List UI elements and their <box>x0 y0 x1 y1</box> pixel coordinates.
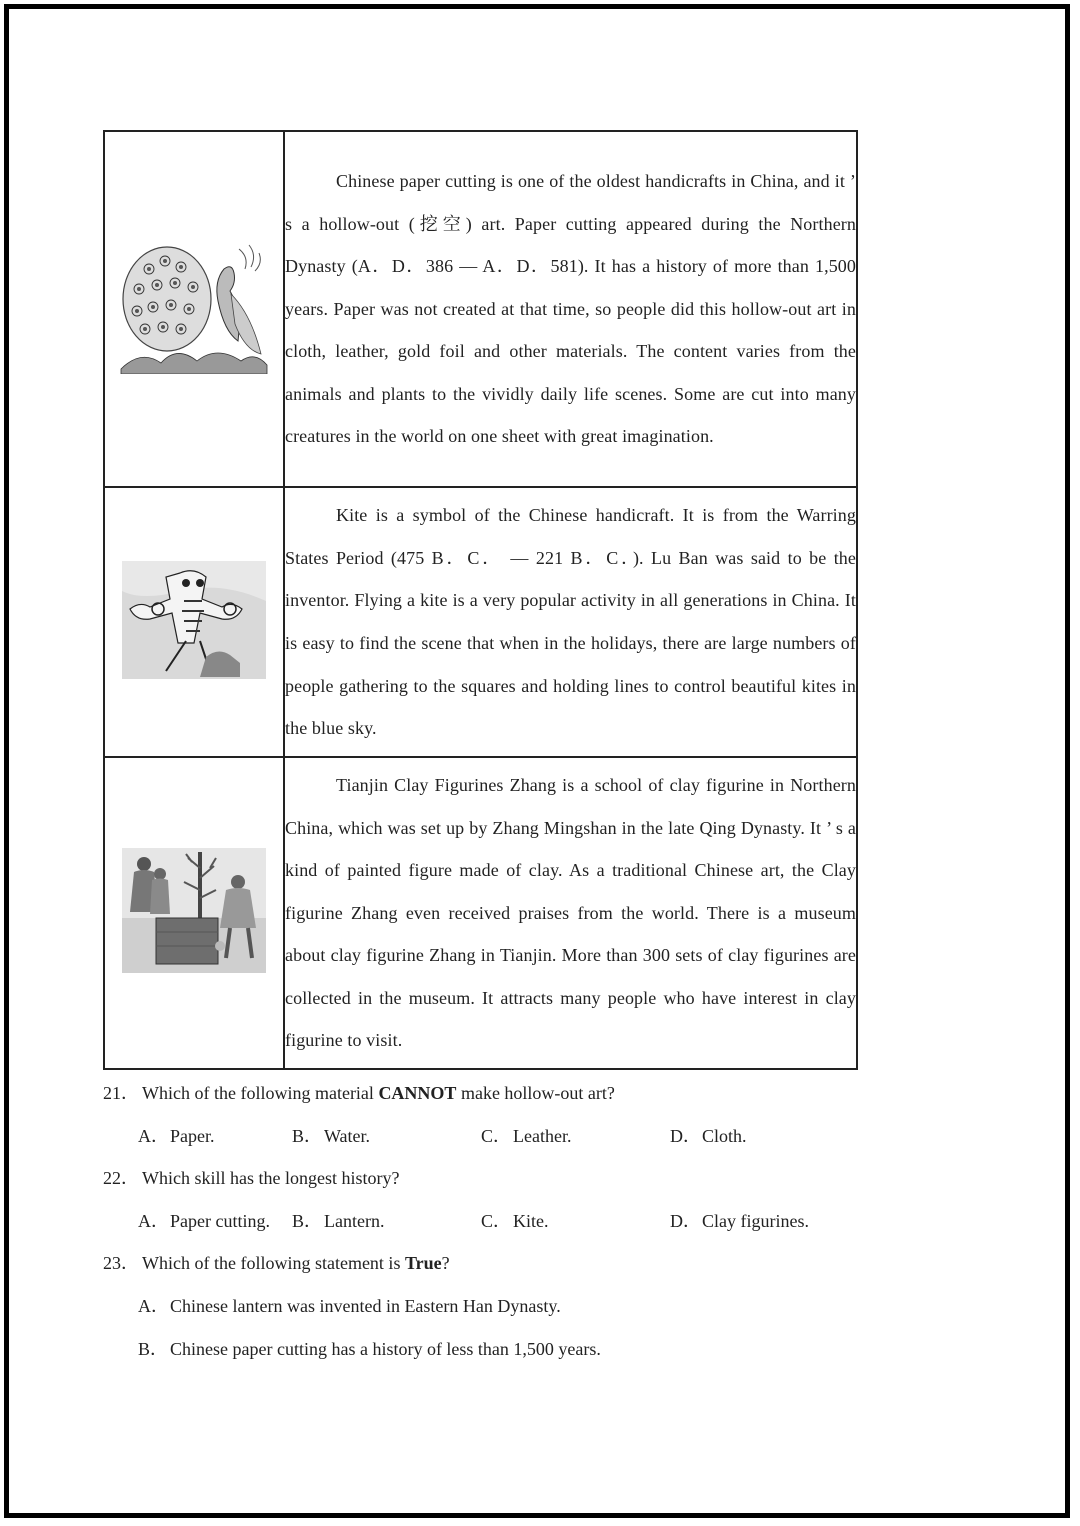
option-text: Kite. <box>513 1211 549 1231</box>
question-text: Which skill has the longest history? <box>142 1168 400 1188</box>
option-letter: B． <box>138 1339 169 1359</box>
option-text: Paper cutting. <box>170 1211 270 1231</box>
question-emphasis: True <box>404 1253 442 1273</box>
clay-figurines-image <box>122 848 266 973</box>
option-text: Water. <box>324 1126 371 1146</box>
option-letter: B． <box>292 1211 323 1231</box>
passage-paragraph: Chinese paper cutting is one of the oldest handicrafts in China, and it ’ s a hollow-out (挖空) art. Paper cutting appeared during the Northern Dynasty (A．D．386 — A．D．581). It has a history of more than 1,500 years. Paper was not created at that time, so people did this hollow-out art in cloth, leather, gold foil and other materials. The content varies from the animals and plants to the vividly daily life scenes. Some are cut into many creatures in the world on one sheet with great imagination. <box>285 170 856 447</box>
passage-row <box>104 487 857 757</box>
question-text-end: make hollow-out art? <box>456 1083 615 1103</box>
question-text: Which of the following material <box>142 1083 379 1103</box>
passage-row <box>104 757 857 1069</box>
option-21-d[interactable] <box>670 1122 747 1148</box>
option-letter: D． <box>670 1126 701 1146</box>
option-23-b[interactable] <box>138 1335 601 1361</box>
passage-table <box>103 130 858 1070</box>
option-text: Chinese lantern was invented in Eastern Han Dynasty. <box>170 1296 561 1316</box>
option-21-b[interactable] <box>292 1122 370 1148</box>
question-text-end: ? <box>441 1253 450 1273</box>
kite-image <box>122 561 266 679</box>
passage-text-cell <box>284 131 857 487</box>
option-text: Lantern. <box>324 1211 385 1231</box>
passage-image-cell <box>104 131 284 487</box>
passage-image-cell <box>104 757 284 1069</box>
option-text: Clay figurines. <box>702 1211 809 1231</box>
passage-text-cell <box>284 757 857 1069</box>
question-number: 22． <box>103 1168 139 1188</box>
option-text: Paper. <box>170 1126 215 1146</box>
passage-text-cell <box>284 487 857 757</box>
option-22-a[interactable] <box>138 1207 270 1233</box>
passage-paragraph: Tianjin Clay Figurines Zhang is a school of clay figurine in Northern China, which was set up by Zhang Mingshan in the late Qing Dynasty. It ’ s a kind of painted figure made of clay. As a traditional Chinese art, the Clay figurine Zhang even received praises from the world. There is a museum about clay figurine Zhang in Tianjin. More than 300 sets of clay figurines are collected in the museum. It attracts many people who have interest in clay figurine to visit. <box>285 774 856 1051</box>
option-23-a[interactable] <box>138 1292 561 1318</box>
option-text: Cloth. <box>702 1126 747 1146</box>
passage-image-cell <box>104 487 284 757</box>
question-number: 21． <box>103 1083 139 1103</box>
passage-row <box>104 131 857 487</box>
option-22-d[interactable] <box>670 1207 809 1233</box>
question-23 <box>103 1249 450 1275</box>
option-letter: A． <box>138 1211 169 1231</box>
option-letter: A． <box>138 1126 169 1146</box>
option-letter: A． <box>138 1296 169 1316</box>
option-letter: D． <box>670 1211 701 1231</box>
option-22-c[interactable] <box>481 1207 549 1233</box>
option-21-c[interactable] <box>481 1122 571 1148</box>
question-number: 23． <box>103 1253 139 1273</box>
option-letter: C． <box>481 1211 512 1231</box>
question-21 <box>103 1079 615 1105</box>
option-letter: C． <box>481 1126 512 1146</box>
question-text: Which of the following statement is <box>142 1253 405 1273</box>
question-22 <box>103 1164 399 1190</box>
question-emphasis: CANNOT <box>378 1083 457 1103</box>
option-21-a[interactable] <box>138 1122 215 1148</box>
option-letter: B． <box>292 1126 323 1146</box>
option-text: Chinese paper cutting has a history of less than 1,500 years. <box>170 1339 601 1359</box>
passage-paragraph: Kite is a symbol of the Chinese handicraft. It is from the Warring States Period (475 B．C． — 221 B．C．). Lu Ban was said to be the inventor. Flying a kite is a very popular activity in all generations in China. It is easy to find the scene that when in the holidays, there are large numbers of people gathering to the squares and holding lines to control beautiful kites in the blue sky. <box>285 505 856 739</box>
option-22-b[interactable] <box>292 1207 384 1233</box>
paper-cutting-peacock-image <box>119 239 269 374</box>
option-text: Leather. <box>513 1126 572 1146</box>
